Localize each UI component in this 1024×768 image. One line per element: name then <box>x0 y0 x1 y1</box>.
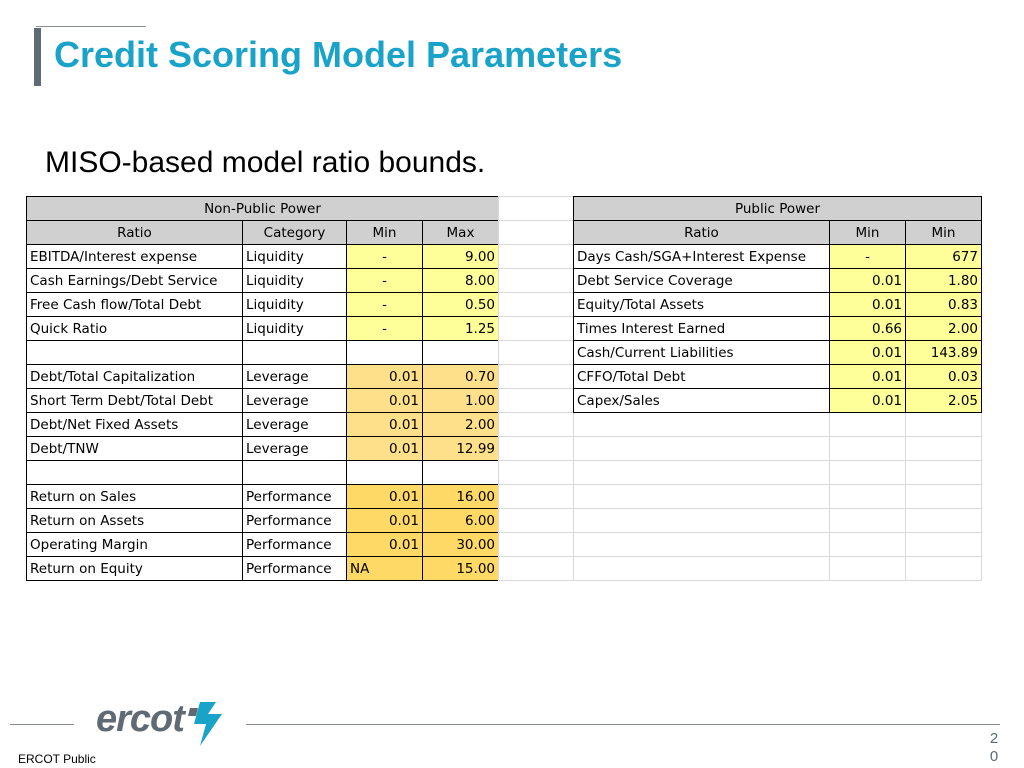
table-row <box>27 341 499 365</box>
table-column-row <box>574 221 982 245</box>
empty-cell <box>906 485 982 509</box>
min-cell: 0.01 <box>830 269 906 293</box>
ratio-cell: Debt/TNW <box>27 437 243 461</box>
table-row <box>27 389 499 413</box>
empty-row <box>574 485 982 509</box>
non-public-power-table <box>26 196 499 581</box>
spacer-cell <box>499 365 574 389</box>
table-row <box>574 245 982 269</box>
max-cell: 0.50 <box>423 293 499 317</box>
footer-rule-left <box>10 724 74 725</box>
category-cell: Performance <box>243 485 347 509</box>
ratio-cell: Return on Sales <box>27 485 243 509</box>
empty-cell <box>906 413 982 437</box>
spacer-cell <box>499 485 574 509</box>
title-accent-bar <box>34 28 41 86</box>
max-cell: 9.00 <box>423 245 499 269</box>
max-cell: 1.80 <box>906 269 982 293</box>
min-cell: 0.01 <box>830 293 906 317</box>
empty-cell <box>830 557 906 581</box>
empty-cell <box>830 509 906 533</box>
empty-row <box>574 437 982 461</box>
spacer-row <box>499 413 574 437</box>
spacer-cell <box>499 557 574 581</box>
public-power-table <box>573 196 982 581</box>
spacer-cell <box>499 197 574 221</box>
ratio-cell: Debt Service Coverage <box>574 269 830 293</box>
empty-cell <box>906 461 982 485</box>
table-row <box>574 269 982 293</box>
table-row <box>27 413 499 437</box>
max-cell: 15.00 <box>423 557 499 581</box>
classification-label: ERCOT Public <box>18 752 96 766</box>
spacer-cell <box>499 389 574 413</box>
min-cell: 0.01 <box>347 485 423 509</box>
table-row <box>574 341 982 365</box>
ratio-cell: EBITDA/Interest expense <box>27 245 243 269</box>
table-row <box>27 245 499 269</box>
max-cell: 6.00 <box>423 509 499 533</box>
min-cell: 0.01 <box>830 365 906 389</box>
spacer-cell <box>499 317 574 341</box>
column-header: Category <box>243 221 347 245</box>
table-row <box>27 533 499 557</box>
spacer-cell <box>499 509 574 533</box>
empty-cell <box>830 437 906 461</box>
max-cell: 16.00 <box>423 485 499 509</box>
ercot-logo-icon <box>186 700 226 748</box>
ratio-cell <box>27 341 243 365</box>
category-cell: Liquidity <box>243 245 347 269</box>
spacer-cell <box>499 413 574 437</box>
empty-cell <box>830 533 906 557</box>
table-row <box>27 269 499 293</box>
min-cell: 0.01 <box>347 365 423 389</box>
min-cell <box>347 341 423 365</box>
category-cell: Leverage <box>243 365 347 389</box>
spacer-row <box>499 509 574 533</box>
max-cell <box>423 461 499 485</box>
empty-cell <box>906 509 982 533</box>
min-cell: - <box>830 245 906 269</box>
empty-cell <box>574 437 830 461</box>
max-cell: 143.89 <box>906 341 982 365</box>
spacer-row <box>499 533 574 557</box>
table-header-row <box>27 197 499 221</box>
empty-cell <box>574 413 830 437</box>
column-header: Min <box>830 221 906 245</box>
min-cell: NA <box>347 557 423 581</box>
ratio-cell: Quick Ratio <box>27 317 243 341</box>
table-header-row <box>574 197 982 221</box>
page-subtitle: MISO-based model ratio bounds. <box>45 146 486 179</box>
empty-row <box>574 509 982 533</box>
category-cell: Leverage <box>243 389 347 413</box>
ratio-cell: Cash Earnings/Debt Service <box>27 269 243 293</box>
spacer-row <box>499 437 574 461</box>
ratio-cell: Equity/Total Assets <box>574 293 830 317</box>
table-row <box>574 293 982 317</box>
empty-cell <box>906 533 982 557</box>
page-title: Credit Scoring Model Parameters <box>54 34 623 75</box>
category-cell: Liquidity <box>243 269 347 293</box>
table-row <box>27 461 499 485</box>
empty-cell <box>830 485 906 509</box>
empty-cell <box>574 509 830 533</box>
ratio-cell: Cash/Current Liabilities <box>574 341 830 365</box>
empty-cell <box>574 461 830 485</box>
spacer-row <box>499 269 574 293</box>
table-row <box>27 293 499 317</box>
table-row <box>27 557 499 581</box>
spacer-cell <box>499 221 574 245</box>
empty-row <box>574 557 982 581</box>
public-header: Public Power <box>574 197 982 221</box>
category-cell <box>243 341 347 365</box>
ratio-cell: Times Interest Earned <box>574 317 830 341</box>
min-cell: 0.01 <box>347 533 423 557</box>
min-cell: 0.01 <box>347 389 423 413</box>
min-cell: - <box>347 269 423 293</box>
category-cell: Liquidity <box>243 317 347 341</box>
spacer-row <box>499 245 574 269</box>
column-header: Ratio <box>574 221 830 245</box>
table-row <box>27 485 499 509</box>
ratio-cell: Free Cash flow/Total Debt <box>27 293 243 317</box>
column-header: Max <box>423 221 499 245</box>
max-cell: 2.00 <box>423 413 499 437</box>
max-cell: 30.00 <box>423 533 499 557</box>
max-cell <box>423 341 499 365</box>
spacer-row <box>499 389 574 413</box>
table-row <box>574 365 982 389</box>
ratio-cell: Capex/Sales <box>574 389 830 413</box>
max-cell: 0.83 <box>906 293 982 317</box>
category-cell <box>243 461 347 485</box>
ratio-cell: Return on Assets <box>27 509 243 533</box>
empty-cell <box>906 557 982 581</box>
min-cell: - <box>347 293 423 317</box>
table-row <box>27 365 499 389</box>
spacer-row <box>499 317 574 341</box>
ratio-cell: Debt/Net Fixed Assets <box>27 413 243 437</box>
max-cell: 1.25 <box>423 317 499 341</box>
max-cell: 677 <box>906 245 982 269</box>
max-cell: 2.05 <box>906 389 982 413</box>
spacer-row <box>499 197 574 221</box>
min-cell: - <box>347 317 423 341</box>
spacer-cell <box>499 269 574 293</box>
spacer-row <box>499 293 574 317</box>
non-public-header: Non-Public Power <box>27 197 499 221</box>
min-cell: 0.01 <box>830 389 906 413</box>
column-header: Min <box>347 221 423 245</box>
max-cell: 1.00 <box>423 389 499 413</box>
table-row <box>27 437 499 461</box>
spacer-row <box>499 365 574 389</box>
spacer-row <box>499 461 574 485</box>
spacer-cell <box>499 245 574 269</box>
category-cell: Leverage <box>243 413 347 437</box>
ratio-cell <box>27 461 243 485</box>
empty-cell <box>830 461 906 485</box>
spacer-cell <box>499 461 574 485</box>
max-cell: 0.03 <box>906 365 982 389</box>
min-cell: - <box>347 245 423 269</box>
empty-cell <box>574 485 830 509</box>
spacer-row <box>499 221 574 245</box>
min-cell: 0.01 <box>347 413 423 437</box>
ercot-logo-text: ercot <box>96 698 184 740</box>
spacer-cell <box>499 293 574 317</box>
footer-rule-right <box>246 724 1000 725</box>
min-cell <box>347 461 423 485</box>
table-row <box>27 509 499 533</box>
spacer-row <box>499 485 574 509</box>
empty-cell <box>574 557 830 581</box>
category-cell: Performance <box>243 557 347 581</box>
category-cell: Leverage <box>243 437 347 461</box>
category-cell: Performance <box>243 509 347 533</box>
spacer-grid <box>498 196 574 581</box>
category-cell: Performance <box>243 533 347 557</box>
max-cell: 12.99 <box>423 437 499 461</box>
empty-cell <box>574 533 830 557</box>
category-cell: Liquidity <box>243 293 347 317</box>
table-column-row <box>27 221 499 245</box>
min-cell: 0.66 <box>830 317 906 341</box>
ratio-cell: Debt/Total Capitalization <box>27 365 243 389</box>
ratio-cell: Days Cash/SGA+Interest Expense <box>574 245 830 269</box>
ratio-cell: Return on Equity <box>27 557 243 581</box>
spacer-row <box>499 557 574 581</box>
ratio-cell: Short Term Debt/Total Debt <box>27 389 243 413</box>
max-cell: 0.70 <box>423 365 499 389</box>
spacer-row <box>499 341 574 365</box>
empty-cell <box>906 437 982 461</box>
empty-row <box>574 533 982 557</box>
empty-cell <box>830 413 906 437</box>
title-top-rule <box>36 26 146 27</box>
column-header: Ratio <box>27 221 243 245</box>
table-row <box>574 317 982 341</box>
empty-row <box>574 413 982 437</box>
empty-row <box>574 461 982 485</box>
min-cell: 0.01 <box>347 437 423 461</box>
spacer-cell <box>499 341 574 365</box>
spacer-cell <box>499 533 574 557</box>
min-cell: 0.01 <box>347 509 423 533</box>
min-cell: 0.01 <box>830 341 906 365</box>
max-cell: 8.00 <box>423 269 499 293</box>
ratio-cell: CFFO/Total Debt <box>574 365 830 389</box>
column-header: Min <box>906 221 982 245</box>
max-cell: 2.00 <box>906 317 982 341</box>
page-number: 2 0 <box>989 730 999 765</box>
table-row <box>574 389 982 413</box>
spacer-cell <box>499 437 574 461</box>
table-row <box>27 317 499 341</box>
ratio-cell: Operating Margin <box>27 533 243 557</box>
